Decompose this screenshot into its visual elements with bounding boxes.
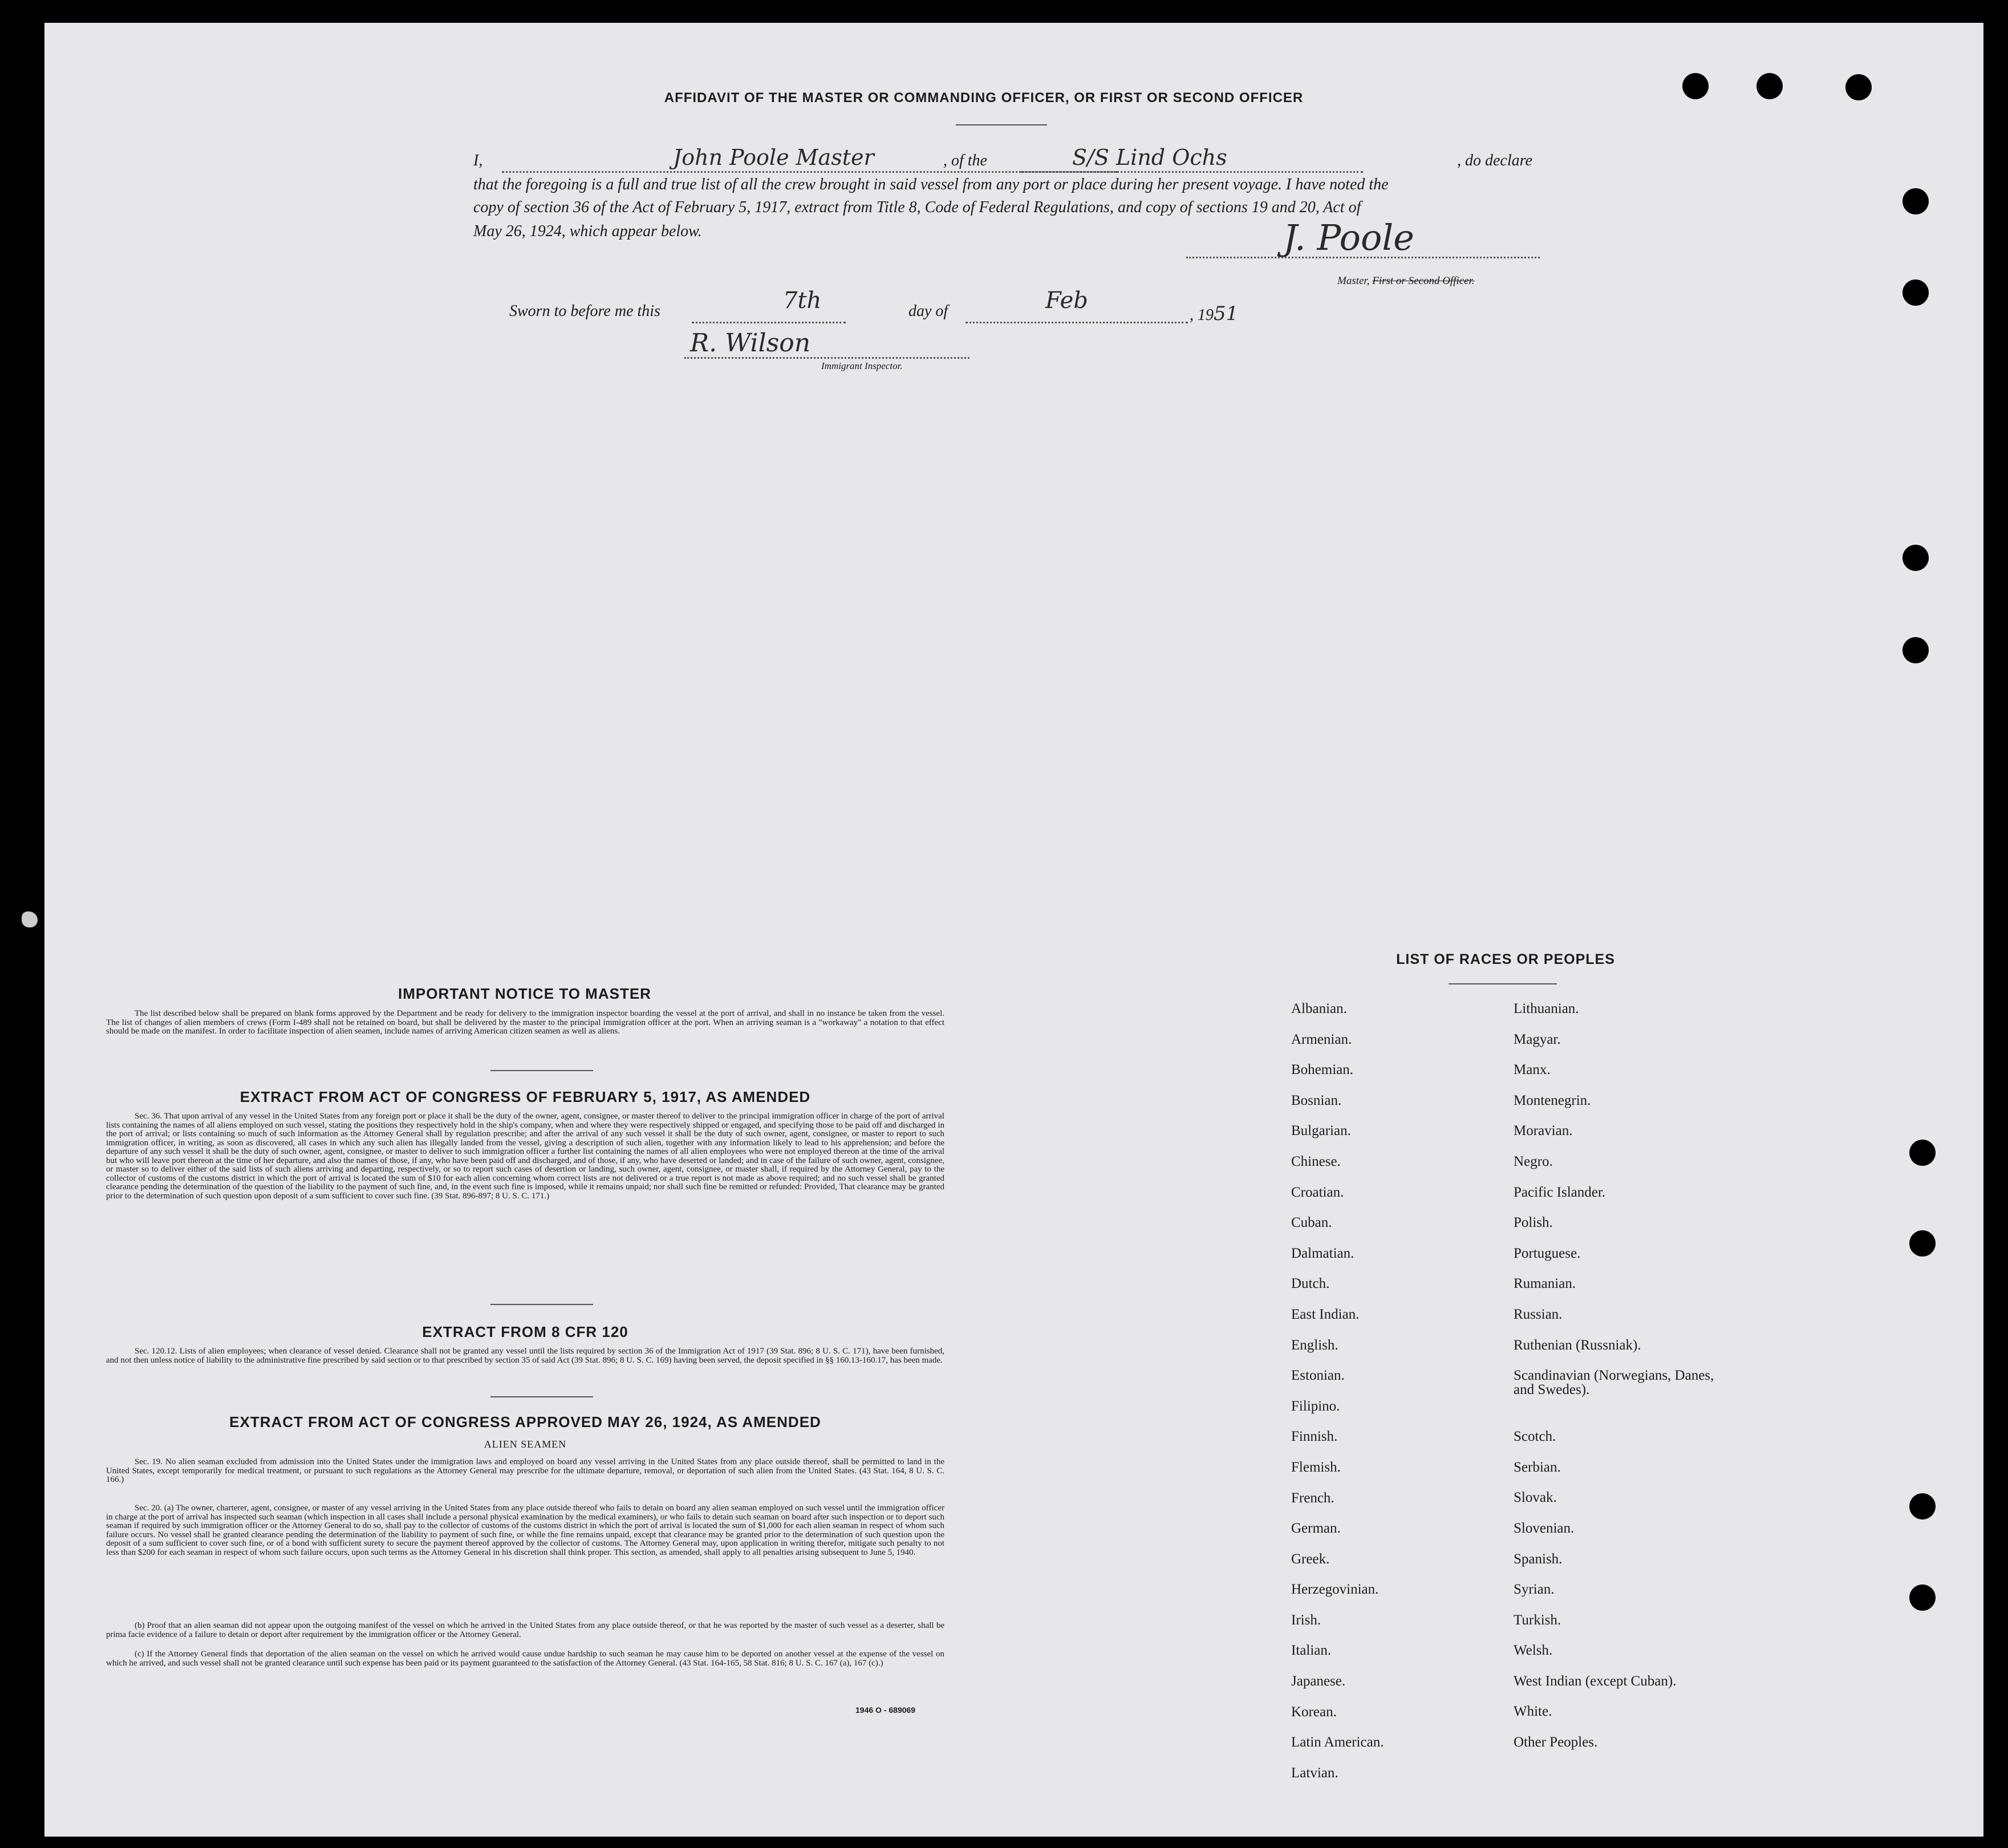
extract-cfr-title: EXTRACT FROM 8 CFR 120 <box>422 1323 628 1340</box>
race-item: Armenian. <box>1291 1031 1352 1047</box>
master-name-handwriting: John Poole Master <box>673 145 874 170</box>
races-rule <box>1449 983 1557 984</box>
race-item: French. <box>1291 1490 1334 1506</box>
punch-hole <box>1682 73 1709 99</box>
print-code: 1946 O - 689069 <box>855 1705 916 1715</box>
day-of-label: day of <box>908 302 948 320</box>
race-item: Spanish. <box>1514 1551 1563 1567</box>
race-item: Cuban. <box>1291 1215 1332 1231</box>
race-item: Latin American. <box>1291 1734 1384 1750</box>
punch-hole <box>1845 74 1872 100</box>
sworn-month-handwriting: Feb <box>1045 287 1088 314</box>
race-item: White. <box>1514 1704 1552 1720</box>
race-item: Montenegrin. <box>1514 1092 1591 1108</box>
declare-label: , do declare <box>1457 152 1532 169</box>
punch-hole <box>1902 637 1929 663</box>
race-item: Polish. <box>1514 1215 1553 1231</box>
race-item: Portuguese. <box>1514 1245 1581 1261</box>
race-item: Turkish. <box>1514 1612 1561 1628</box>
notice-title: IMPORTANT NOTICE TO MASTER <box>398 985 651 1002</box>
race-item: Russian. <box>1514 1306 1563 1322</box>
race-item: Bosnian. <box>1291 1092 1342 1108</box>
sworn-line <box>509 287 1308 331</box>
punch-hole <box>1909 1493 1936 1519</box>
affidavit-line4: May 26, 1924, which appear below. <box>473 222 702 240</box>
sworn-day-field <box>692 302 846 323</box>
extract-1924-sec20c: (c) If the Attorney General finds that deportation of the alien seaman on the vessel on which he arrived would cause undue hardship to such seaman he may cause him to be deported on another vessel at the expense of the vessel on which he arrived, and such vessel shall not be granted clearance until such expense has been paid or its payment guaranteed to the satisfaction of the Attorney General. (43 Stat. 164-165, 58 Stat. 816; 8 U. S. C. 167 (a), 167 (c).) <box>106 1650 944 1668</box>
race-item: Welsh. <box>1514 1643 1553 1659</box>
race-item: Irish. <box>1291 1612 1321 1628</box>
affidavit-line3: copy of section 36 of the Act of February 5, 1917, extract from Title 8, Code of Federal Regulations, and copy of sections 19 and 20, Act of <box>473 198 1361 216</box>
i-label: I, <box>473 152 483 169</box>
race-item: Slovenian. <box>1514 1520 1575 1536</box>
race-item: Estonian. <box>1291 1368 1345 1384</box>
extract-1917-title: EXTRACT FROM ACT OF CONGRESS OF FEBRUARY 5, 1917, AS AMENDED <box>240 1088 811 1105</box>
year-label <box>1190 302 1238 325</box>
extract-1924-sec19: Sec. 19. No alien seaman excluded from admission into the United States under the immigration laws and employed on board any vessel arriving in the United States from any place outside thereof, shall be permitted to land in the United States, except temporarily for medical treatment, or pursuant to such regulations as the Attorney General may prescribe for the ultimate departure, removal, or deportation of such alien from the United States. (43 Stat. 164, 8 U. S. C. 166.) <box>106 1457 944 1484</box>
race-item: Syrian. <box>1514 1582 1555 1598</box>
race-item: Bulgarian. <box>1291 1123 1351 1139</box>
sworn-day-handwriting: 7th <box>783 287 822 314</box>
inspector-signature: R. Wilson <box>690 329 811 358</box>
year-handwriting: 51 <box>1214 302 1239 325</box>
race-item: Scotch. <box>1514 1429 1556 1445</box>
punch-hole <box>1902 279 1929 306</box>
race-item: Italian. <box>1291 1643 1332 1659</box>
race-item: Flemish. <box>1291 1459 1341 1475</box>
race-item: Lithuanian. <box>1514 1001 1579 1016</box>
punch-hole <box>1909 1140 1936 1166</box>
race-item: Slovak. <box>1514 1490 1557 1506</box>
race-item: Magyar. <box>1514 1031 1561 1047</box>
caption-master: Master, <box>1337 275 1373 287</box>
inspector-caption: Immigrant Inspector. <box>821 360 903 371</box>
race-item: Chinese. <box>1291 1153 1341 1169</box>
caption-struck: First or Second Officer. <box>1372 275 1475 287</box>
extract-cfr-rule <box>490 1396 593 1397</box>
race-item: Croatian. <box>1291 1184 1344 1200</box>
signature-line <box>1186 256 1540 258</box>
race-item: Finnish. <box>1291 1429 1338 1445</box>
race-item: Pacific Islander. <box>1514 1184 1606 1200</box>
extract-1924-title: EXTRACT FROM ACT OF CONGRESS APPROVED MAY 26, 1924, AS AMENDED <box>229 1413 821 1430</box>
race-item: Serbian. <box>1514 1459 1561 1475</box>
race-item: Scandinavian (Norwegians, Danes, and Swedes). <box>1514 1368 1714 1398</box>
race-item: Dutch. <box>1291 1276 1330 1292</box>
punch-hole <box>1909 1584 1936 1611</box>
title-rule <box>956 124 1047 125</box>
year-prefix: , 19 <box>1190 306 1214 324</box>
affidavit-line1 <box>473 145 1545 175</box>
vessel-name-handwriting: S/S Lind Ochs <box>1072 145 1227 170</box>
master-signature: J. Poole <box>1283 217 1414 258</box>
extract-1917-rule <box>490 1304 593 1305</box>
race-item: West Indian (except Cuban). <box>1514 1673 1677 1689</box>
race-item: Korean. <box>1291 1704 1337 1720</box>
affidavit-title: AFFIDAVIT OF THE MASTER OR COMMANDING OFFICER, OR FIRST OR SECOND OFFICER <box>664 90 1304 106</box>
notice-text: The list described below shall be prepared on blank forms approved by the Department and be ready for delivery to the immigration inspector boarding the vessel at the port of arrival, and shall in no instance be taken from the vessel. The list of changes of alien members of crews (Form I-489 shall not be retained on board, but shall be delivered by the master to the principal immigration officer at the port. When an arriving seaman is a "workaway" a notation to that effect should be made on the manifest. In order to facilitate inspection of alien seamen, include names of arriving American citizen seamen as well as aliens. <box>106 1009 944 1036</box>
race-item: Albanian. <box>1291 1001 1347 1016</box>
punch-hole <box>1757 73 1783 99</box>
race-item: Dalmatian. <box>1291 1245 1354 1261</box>
race-item: Herzegovinian. <box>1291 1582 1379 1598</box>
race-item: Bohemian. <box>1291 1062 1354 1078</box>
sworn-label: Sworn to before me this <box>509 302 660 320</box>
race-item: German. <box>1291 1521 1341 1537</box>
race-item: East Indian. <box>1291 1306 1360 1322</box>
race-item: Other Peoples. <box>1514 1734 1598 1750</box>
scan-mark <box>22 911 38 927</box>
affidavit-line2: that the foregoing is a full and true list of all the crew brought in said vessel from any port or place during her present voyage. I have noted the <box>473 176 1389 193</box>
races-left-column <box>1291 1002 1384 1796</box>
inspector-line <box>684 356 969 359</box>
notice-rule <box>490 1070 593 1071</box>
race-item: English. <box>1291 1337 1338 1353</box>
punch-hole <box>1909 1230 1936 1257</box>
extract-1924-subtitle: ALIEN SEAMEN <box>484 1438 567 1450</box>
extract-1924-sec20b: (b) Proof that an alien seaman did not appear upon the outgoing manifest of the vessel on which he arrived in the United States from any place outside thereof, or that he was reported by the master of such vessel as a deserter, shall be prima facie evidence of a failure to detain or deport after requirement by the immigration officer or the Attorney General. <box>106 1621 944 1639</box>
extract-1924-sec20a: Sec. 20. (a) The owner, charterer, agent, consignee, or master of any vessel arriving in the United States from any place outside thereof who fails to detain on board any alien seaman employed on such vessel until the immigration officer in charge at the port of arrival has inspected such seaman (which inspection in all cases shall include a personal physical examination by the medical examiners), or who fails to detain such seaman on board after such inspection or to deport such seaman if required by such immigration officer or the Attorney General to do so, shall pay to the collector of customs of the customs district in which the port of arrival is located the sum of $1,000 for each alien seaman in respect of whom such failure occurs. No vessel shall be granted clearance pending the determination of the liability to payment of such fine, or while the fine remains unpaid, except that clearance may be granted prior to the determination of such question upon the deposit of a sum sufficient to cover such fine, or of a bond with sufficient surety to secure the payment thereof approved by the collector of customs. The Attorney General may, upon application in writing therefor, mitigate such penalty to not less than $200 for each seaman in respect of whom such failure occurs, upon such terms as the Attorney General in his discretion shall think proper. This section, as amended, shall apply to all penalties arising subsequent to June 5, 1940. <box>106 1503 944 1557</box>
race-item: Latvian. <box>1291 1765 1338 1781</box>
race-item: Negro. <box>1514 1153 1553 1169</box>
race-item: Rumanian. <box>1514 1276 1576 1292</box>
races-right-column <box>1514 1002 1719 1766</box>
race-item: Moravian. <box>1514 1123 1573 1139</box>
race-item: Ruthenian (Russniak). <box>1514 1337 1641 1353</box>
race-item: Manx. <box>1514 1062 1551 1078</box>
extract-cfr-text: Sec. 120.12. Lists of alien employees; when clearance of vessel denied. Clearance shall not be granted any vessel until the lists required by section 36 of the Immigration Act of 1917 (39 Stat. 896; 8 U. S. C. 171), have been furnished, and not then unless notice of liability to the administrative fine prescribed by said section or to that prescribed by section 35 of said Act (39 Stat. 896; 8 U. S. C. 169) having been served, the deposit specified in §§ 160.13-160.17, has been made. <box>106 1347 944 1365</box>
signature-caption <box>1337 275 1475 287</box>
race-item: Japanese. <box>1291 1673 1346 1689</box>
of-the-label: , of the <box>941 152 989 170</box>
race-item: Filipino. <box>1291 1398 1340 1414</box>
races-title: LIST OF RACES OR PEOPLES <box>1396 951 1615 967</box>
punch-hole <box>1902 545 1929 571</box>
punch-hole <box>1902 188 1929 214</box>
race-item: Greek. <box>1291 1551 1330 1567</box>
extract-1917-text: Sec. 36. That upon arrival of any vessel in the United States from any foreign port or place it shall be the duty of the owner, agent, consignee, or master thereof to deliver to the principal immigration officer in charge of the port of arrival lists containing the names of all aliens employed on such vessel, stating the positions they respectively hold in the ship's company, when and where they were respectively shipped or engaged, and specifying those to be paid off and discharged in the port of arrival; or lists containing so much of such information as the Attorney General shall by regulation prescribe; and after the arrival of any such vessel it shall be the duty of such owner, agent, consignee, or master to report to such immigration officer, in writing, as soon as discovered, all cases in which any such alien has illegally landed from the vessel, giving a description of such alien, together with any information likely to lead to his apprehension; and before the departure of any such vessel it shall be the duty of such owner, agent, consignee, or master to deliver to such immigration officer a further list containing the names of all alien employees who were not employed thereon at the time of the arrival but who will leave port thereon at the time of her departure, and also the names of those, if any, who have been paid off and discharged, and of those, if any, who have deserted or landed; and in case of the failure of such owner, agent, consignee, or master so to deliver either of the said lists of such aliens arriving and departing, respectively, or so to report such cases of desertion or landing, such owner, agent, consignee, or master shall, if required by the Attorney General, pay to the collector of customs of the customs district in which the port of arrival is located the sum of $10 for each alien concerning whom correct lists are not delivered or a true report is not made as above required; and no such vessel shall be granted clearance pending the determination of the question of the liability to the payment of such fine, and, in the event such fine is imposed, while it remains unpaid; nor shall such fine be remitted or refunded: Provided, That clearance may be granted prior to the determination of such question upon deposit of a sum sufficient to cover such fine. (39 Stat. 896-897; 8 U. S. C. 171.) <box>106 1112 944 1201</box>
